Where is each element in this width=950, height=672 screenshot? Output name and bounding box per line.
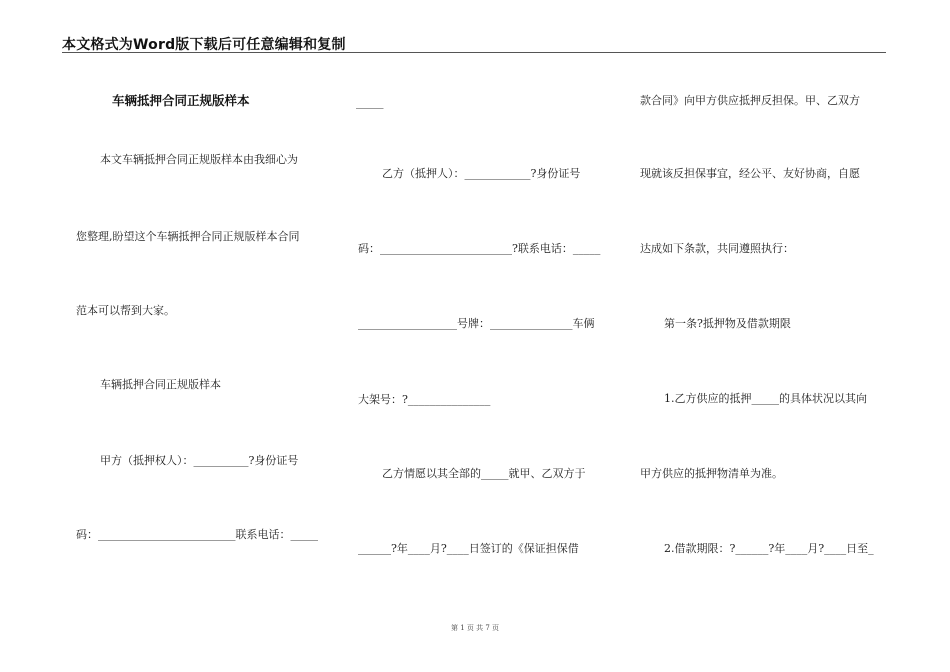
paragraph-line: 大架号：?_______________ bbox=[358, 393, 491, 406]
paragraph-line: 范本可以帮到大家。 bbox=[76, 304, 175, 317]
paragraph-line: 现就该反担保事宜，经公平、友好协商，自愿 bbox=[640, 167, 860, 180]
paragraph-line: _____ bbox=[356, 96, 384, 109]
paragraph-line: 码：________________________?联系电话：_____ bbox=[358, 242, 601, 255]
paragraph-line: 乙方（抵押人）：____________?身份证号 bbox=[382, 167, 581, 180]
paragraph-line: 乙方情愿以其全部的_____就甲、乙双方于 bbox=[382, 467, 586, 480]
paragraph-line: 甲方（抵押权人）：__________?身份证号 bbox=[100, 454, 299, 467]
paragraph-line: 码：_________________________联系电话：_____ bbox=[76, 528, 318, 541]
paragraph-line: 款合同》向甲方供应抵押反担保。甲、乙双方 bbox=[640, 94, 860, 107]
section-heading: 车辆抵押合同正规版样本 bbox=[100, 378, 221, 391]
paragraph-line: 甲方供应的抵押物清单为准。 bbox=[640, 467, 783, 480]
paragraph-line: 2.借款期限：?______?年____月?____日至_ bbox=[664, 542, 874, 555]
paragraph-line: __________________号牌：_______________车俩 bbox=[358, 317, 595, 330]
paragraph-line: 本文车辆抵押合同正规版样本由我细心为 bbox=[100, 153, 298, 166]
page-number: 第 1 页 共 7 页 bbox=[450, 624, 500, 632]
document-title: 车辆抵押合同正规版样本 bbox=[112, 93, 250, 108]
paragraph-line: ______?年____月?____日签订的《保证担保借 bbox=[358, 542, 579, 555]
paragraph-line: 您整理,盼望这个车辆抵押合同正规版样本合同 bbox=[76, 230, 300, 243]
paragraph-line: 达成如下条款，共同遵照执行： bbox=[640, 242, 794, 255]
header-divider bbox=[62, 52, 886, 53]
clause-heading: 第一条?抵押物及借款期限 bbox=[664, 317, 791, 330]
page-header: 本文格式为Word版下载后可任意编辑和复制 bbox=[62, 37, 346, 53]
paragraph-line: 1.乙方供应的抵押_____的具体状况以其向 bbox=[664, 392, 867, 405]
